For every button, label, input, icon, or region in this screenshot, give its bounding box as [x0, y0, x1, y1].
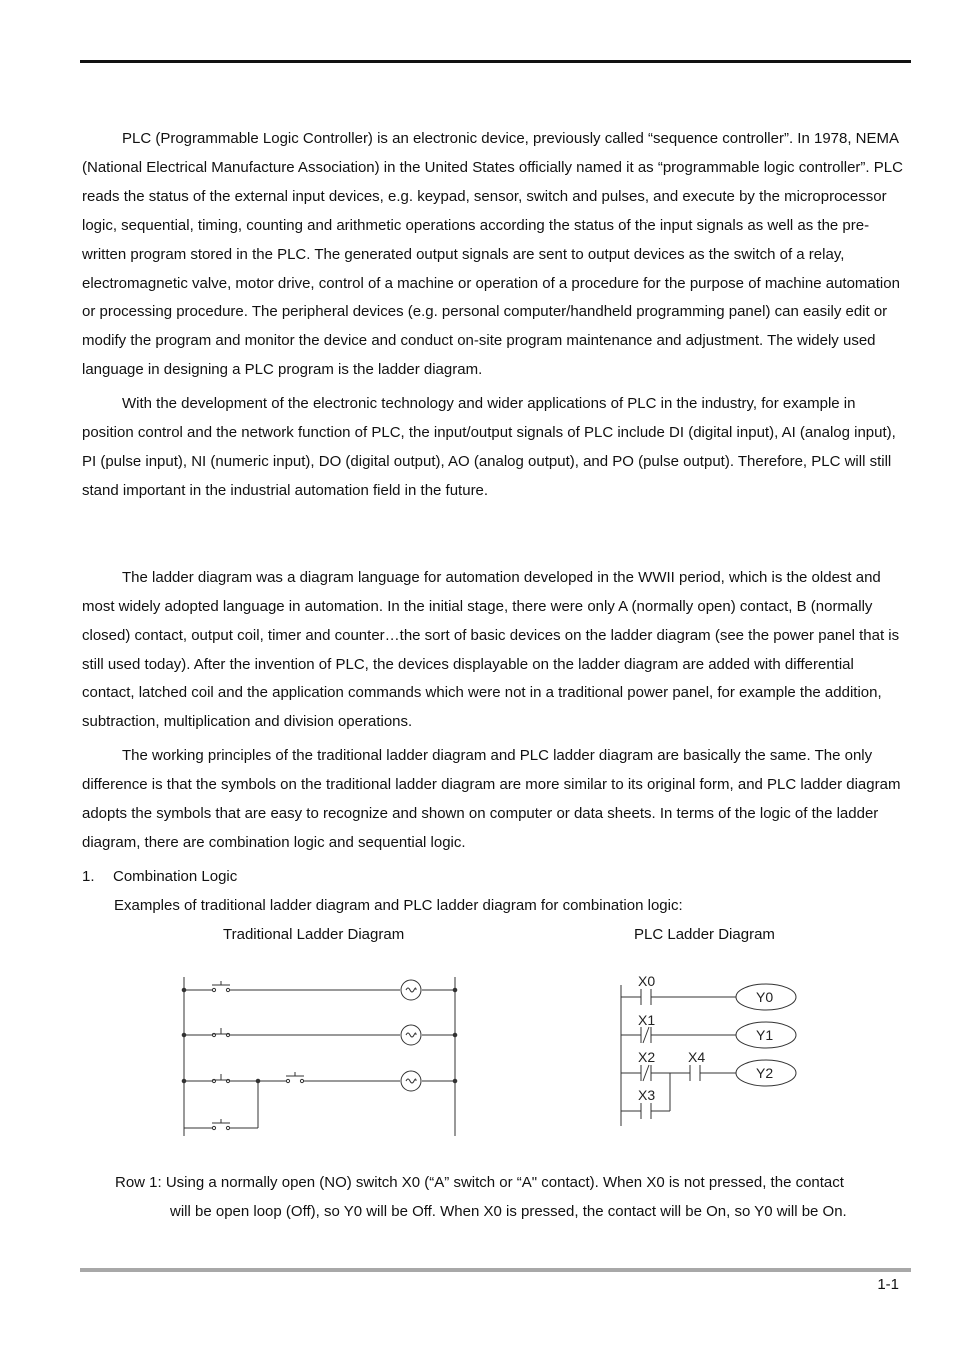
paragraph-plc-intro: PLC (Programmable Logic Controller) is an electronic device, previously called “sequence controller”. In 1978, NEMA (National Electrical Manufacture Association) in the United States officially named it as “programmable logic controller”. PLC reads the status of the external input devices, e.g. keypad, sensor, switch and pulses, and execute by the microprocessor logic, sequential, timing, counting and arithmetic operations according the status of the input signals as well as the pre-written program stored in the PLC. The generated output signals are sent to output devices as the switch of a relay, electromagnetic valve, motor drive, control of a machine or operation of a procedure for the purpose of machine automation or processing procedure. The peripheral devices (e.g. personal computer/handheld programming panel) can easily edit or modify the program and monitor the device and conduct on-site program maintenance and adjustment. The widely used language in designing a PLC program is the ladder diagram. [82, 130, 903, 379]
list-number: 1. [82, 867, 95, 885]
traditional-diagram-title: Traditional Ladder Diagram [223, 925, 405, 943]
paragraph-plc-signals: With the development of the electronic technology and wider applications of PLC in the industry, for example in position control and the network function of PLC, the input/output signals of PLC include DI (digital input), AI (analog input), PI (pulse input), NI (numeric input), DO (digital output), AO (analog output), and PO (pulse output). Therefore, PLC will still stand important in the industrial automation field in the future. [82, 395, 896, 499]
row-note [115, 1169, 915, 1226]
label-x2: X2 [638, 1049, 656, 1065]
list-title: Combination Logic [113, 867, 238, 885]
paragraph-ladder-principles: The working principles of the traditional ladder diagram and PLC ladder diagram are basically the same. The only difference is that the symbols on the traditional ladder diagram are more similar to its original form, and PLC ladder diagram adopts the symbols that are easy to recognize and shown on computer or data sheets. In terms of the logic of the ladder diagram, there are combination logic and sequential logic. [82, 747, 901, 851]
label-y1: Y1 [756, 1027, 774, 1043]
section-gap [82, 511, 910, 564]
label-x3: X3 [638, 1087, 656, 1103]
label-x0: X0 [638, 973, 656, 989]
traditional-ladder-diagram [182, 977, 457, 1136]
bottom-rule [80, 1268, 911, 1272]
main-content [82, 125, 910, 950]
ladder-diagrams [0, 960, 954, 1150]
page-number: 1-1 [877, 1276, 899, 1293]
lamp-icon [401, 1071, 421, 1091]
list-item-combination-logic [82, 863, 910, 892]
label-x4: X4 [688, 1049, 706, 1065]
row-note-line2: will be open loop (Off), so Y0 will be Off. When X0 is pressed, the contact will be On, so Y0 will be On. [170, 1202, 847, 1220]
row-note-line1: Row 1: Using a normally open (NO) switch X0 (“A” switch or “A" contact). When X0 is not pressed, the contact [115, 1174, 844, 1191]
diagram-titles [82, 921, 910, 950]
label-y0: Y0 [756, 989, 774, 1005]
plc-diagram-title: PLC Ladder Diagram [634, 925, 775, 943]
label-x1: X1 [638, 1012, 656, 1028]
label-y2: Y2 [756, 1065, 774, 1081]
list-intro: Examples of traditional ladder diagram and PLC ladder diagram for combination logic: [114, 896, 683, 914]
lamp-icon [401, 1025, 421, 1045]
top-rule [80, 60, 911, 63]
paragraph-ladder-history: The ladder diagram was a diagram language for automation developed in the WWII period, which is the oldest and most widely adopted language in automation. In the initial stage, there were only A (normally open) contact, B (normally closed) contact, output coil, timer and counter…the sort of basic devices on the ladder diagram (see the power panel that is still used today). After the invention of PLC, the devices displayable on the ladder diagram are added with differential contact, latched coil and the application commands which were not in a traditional power panel, for example the addition, subtraction, multiplication and division operations. [82, 568, 900, 731]
lamp-icon [401, 980, 421, 1000]
